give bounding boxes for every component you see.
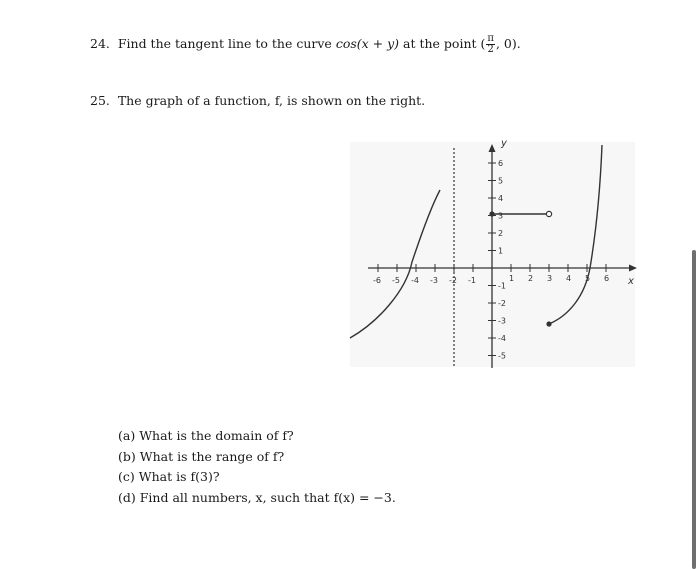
point-rest: , 0). <box>495 36 521 51</box>
y-axis-label: y <box>501 138 507 149</box>
x-tick-label: 1 <box>509 274 515 283</box>
x-tick-label: -1 <box>468 276 476 285</box>
y-tick-label: 1 <box>498 246 504 256</box>
x-tick-label: 2 <box>528 274 534 283</box>
part-b-label: (b) <box>118 448 136 464</box>
point-open: ( <box>480 36 486 51</box>
y-tick-label: -2 <box>498 299 506 308</box>
problem-24-number: 24. <box>90 36 110 51</box>
problem-24-curve: cos(x + y) <box>335 36 400 51</box>
fraction-denominator: 2 <box>487 44 494 55</box>
part-b <box>118 447 396 468</box>
x-tick-label: 5 <box>585 274 591 283</box>
part-a <box>118 426 396 447</box>
problem-25-number: 25. <box>90 93 110 108</box>
part-d-label: (d) <box>118 489 136 505</box>
y-tick-label: 2 <box>498 229 504 238</box>
y-tick-label: 5 <box>498 176 504 186</box>
x-tick-label: 6 <box>604 274 610 283</box>
problem-24-at: at the point <box>403 36 477 51</box>
y-tick-label: -5 <box>498 351 506 361</box>
part-c-text: What is f(3)? <box>138 469 220 484</box>
x-tick-label: -2 <box>449 276 457 285</box>
closed-endpoint <box>489 211 494 216</box>
x-tick-label: -5 <box>392 276 400 285</box>
y-tick-label: -4 <box>498 334 506 343</box>
y-tick-label: 6 <box>498 159 504 168</box>
fraction-numerator: π <box>487 33 494 44</box>
part-d-text: Find all numbers, x, such that f(x) = −3. <box>139 489 396 505</box>
part-b-text: What is the range of f? <box>139 448 285 464</box>
x-tick-label: -4 <box>411 276 419 285</box>
part-c <box>118 467 396 488</box>
part-c-label: (c) <box>118 469 135 484</box>
x-tick-label: 4 <box>566 274 572 283</box>
y-tick-label: -1 <box>498 281 506 291</box>
part-a-label: (a) <box>118 428 136 443</box>
part-a-text: What is the domain of f? <box>139 428 294 443</box>
x-tick-label: -6 <box>373 276 381 285</box>
vertical-scrollbar[interactable] <box>692 250 696 569</box>
y-tick-label: 4 <box>498 194 504 203</box>
y-tick-label: 3 <box>498 211 504 221</box>
open-endpoint <box>546 211 551 216</box>
right-branch-start-point <box>546 321 551 326</box>
problem-25-text: The graph of a function, f, is shown on the right. <box>117 93 426 108</box>
part-d <box>118 488 396 509</box>
y-tick-label: -3 <box>498 316 506 326</box>
x-tick-label: -3 <box>430 276 438 285</box>
x-axis-label: x <box>628 276 634 287</box>
problem-24-text: Find the tangent line to the curve <box>117 36 332 51</box>
question-parts <box>118 426 396 508</box>
x-tick-label: 3 <box>547 274 553 283</box>
